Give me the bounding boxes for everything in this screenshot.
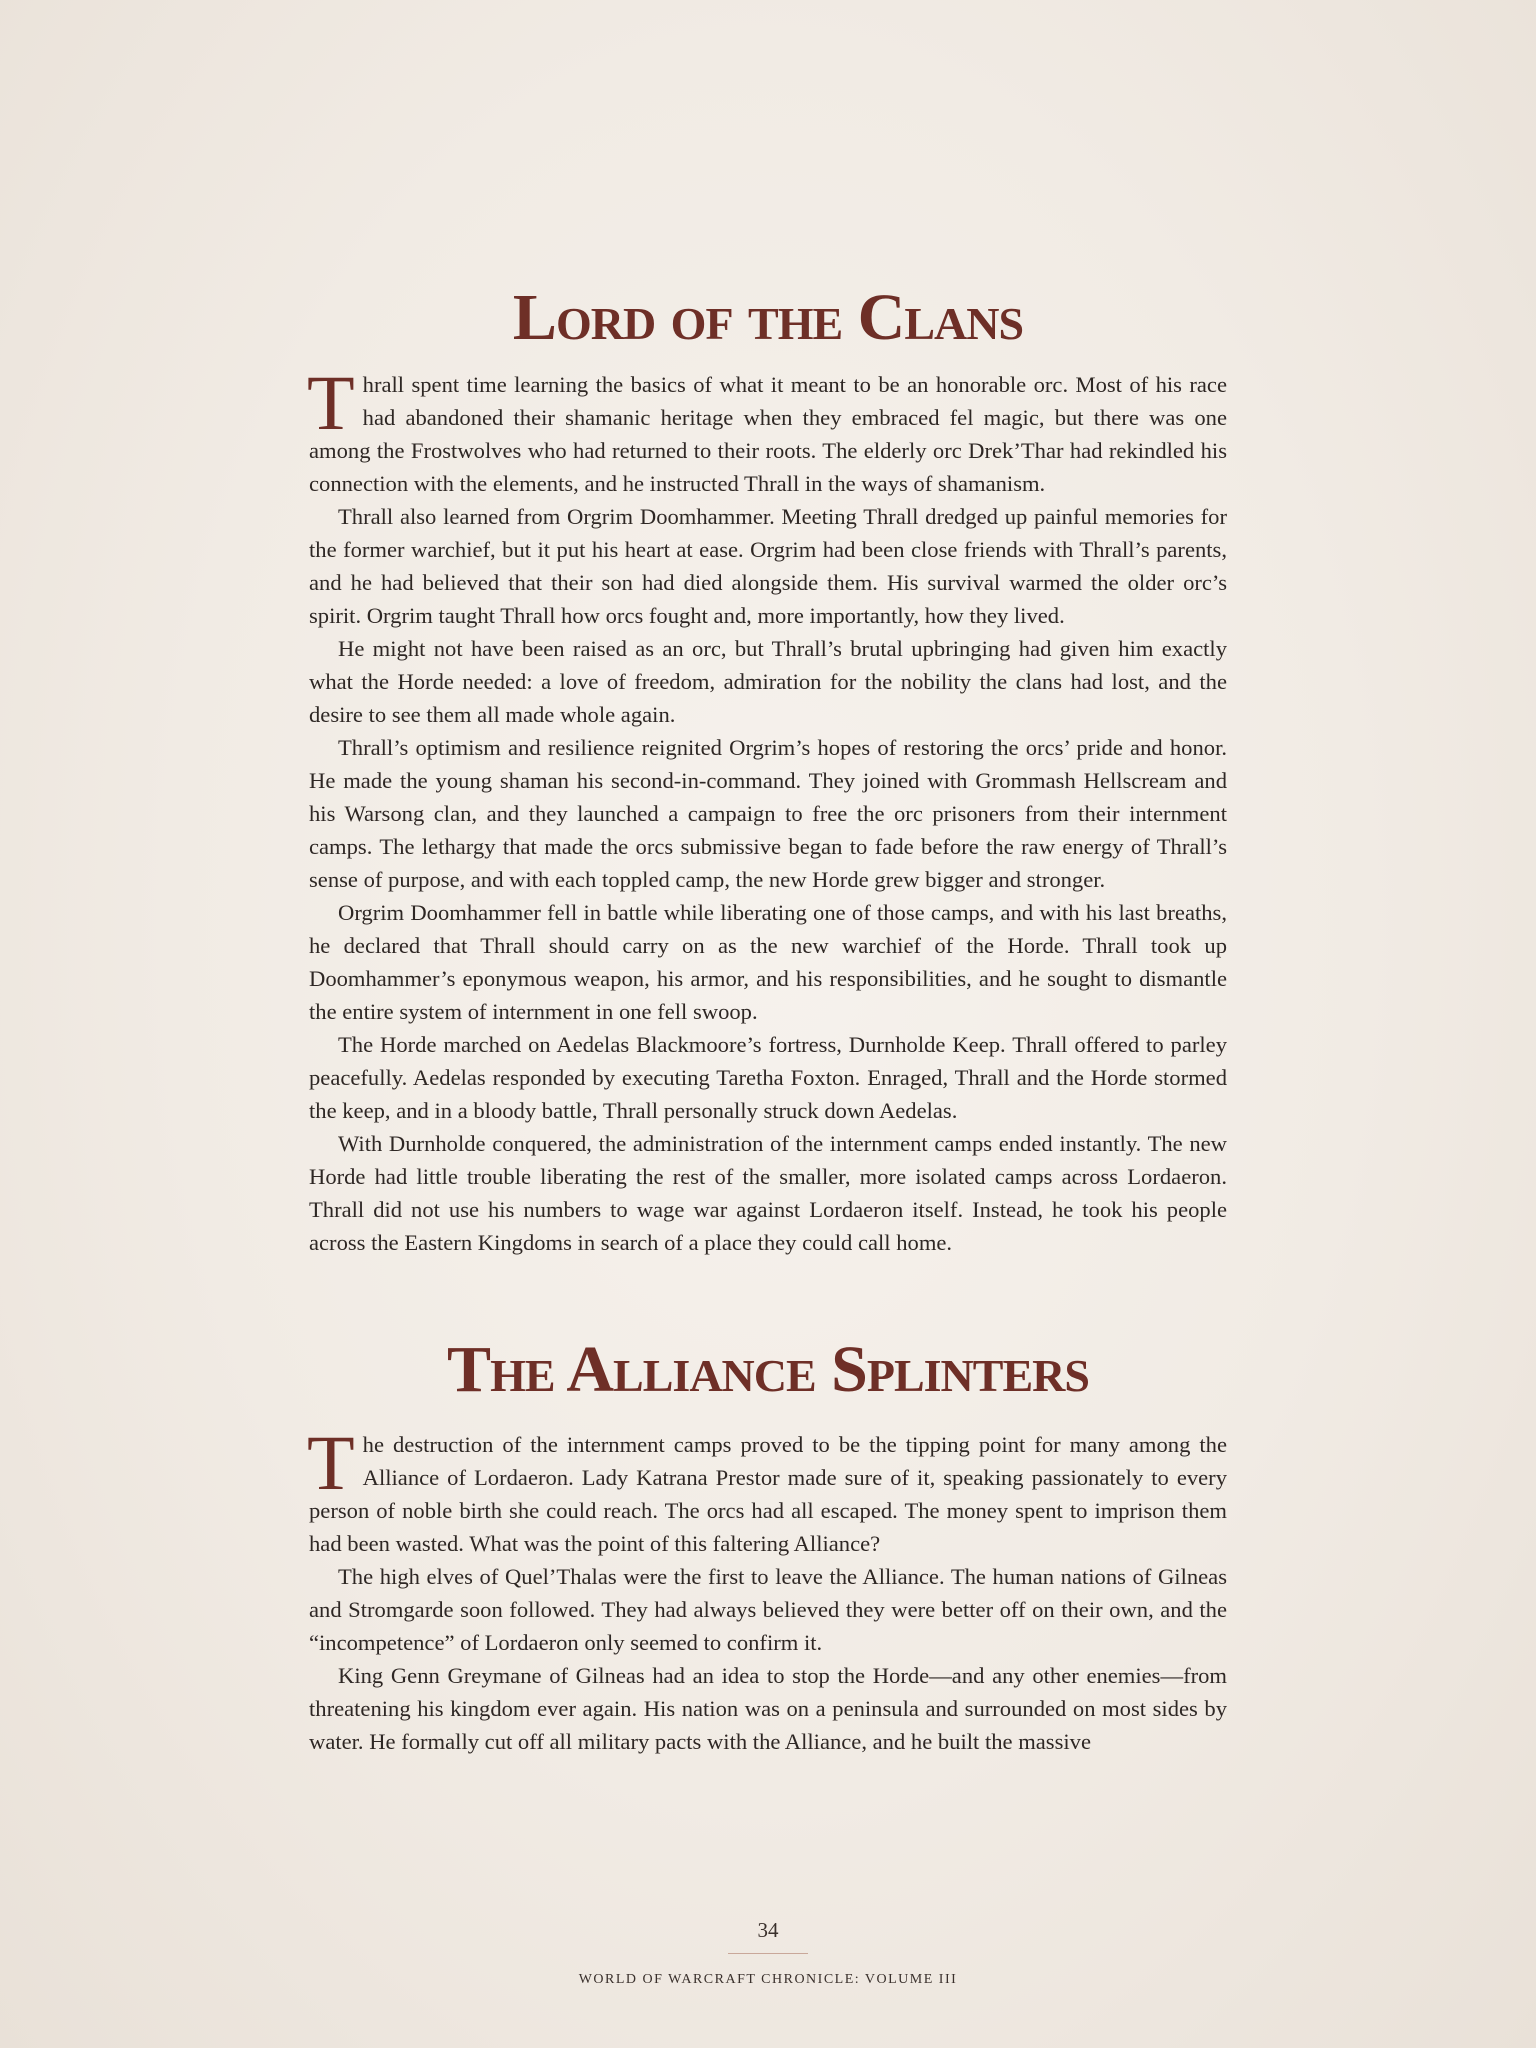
page-number: 34 xyxy=(757,1918,779,1942)
paragraph: King Genn Greymane of Gilneas had an idea to stop the Horde—and any other enemies—from threatening his kingdom ever again. His nation was on a peninsula and surrounded on most sides by water. He formally cut off all military pacts with the Alliance, and he built the massive xyxy=(309,1663,1227,1754)
paragraph: With Durnholde conquered, the administration of the internment camps ended instantly. The new Horde had little trouble liberating the rest of the smaller, more isolated camps across Lordaeron. Thrall did not use his numbers to wage war against Lordaeron itself. Instead, he took his people across the Eastern Kingdoms in search of a place they could call home. xyxy=(309,1131,1227,1255)
paragraph: The high elves of Quel’Thalas were the first to leave the Alliance. The human nations of Gilneas and Stromgarde soon followed. They had always believed they were better off on their own, and the “incompetence” of Lordaeron only seemed to confirm it. xyxy=(309,1564,1227,1655)
section-body-lord-of-the-clans xyxy=(307,359,1227,1259)
paragraph xyxy=(307,359,1227,500)
paragraph-text: hrall spent time learning the basics of what it meant to be an honorable orc. Most of his race had abandoned their shamanic heritage when they embraced fel magic, but there was one among the Frostwolves who had returned to their roots. The elderly orc Drek’Thar had rekindled his connection with the elements, and he instructed Thrall in the ways of shamanism. xyxy=(309,372,1227,496)
paragraph: Thrall’s optimism and resilience reignited Orgrim’s hopes of restoring the orcs’ pride and honor. He made the young shaman his second-in-command. They joined with Grommash Hellscream and his Warsong clan, and they launched a campaign to free the orc prisoners from their internment camps. The lethargy that made the orcs submissive began to fade before the raw energy of Thrall’s sense of purpose, and with each toppled camp, the new Horde grew bigger and stronger. xyxy=(309,735,1227,892)
footer-divider xyxy=(728,1953,808,1954)
running-footer-title: WORLD OF WARCRAFT CHRONICLE: VOLUME III xyxy=(578,1972,958,1987)
drop-cap: T xyxy=(307,359,355,446)
section-title-lord-of-the-clans: Lord of the Clans xyxy=(512,281,1024,354)
section-body-the-alliance-splinters xyxy=(307,1419,1227,1758)
paragraph: Orgrim Doomhammer fell in battle while liberating one of those camps, and with his last breaths, he declared that Thrall should carry on as the new warchief of the Horde. Thrall took up Doomhammer’s eponymous weapon, his armor, and his responsibilities, and he sought to dismantle the entire system of internment in one fell swoop. xyxy=(309,900,1227,1024)
paragraph: Thrall also learned from Orgrim Doomhammer. Meeting Thrall dredged up painful memories for the former warchief, but it put his heart at ease. Orgrim had been close friends with Thrall’s parents, and he had believed that their son had died alongside them. His survival warmed the older orc’s spirit. Orgrim taught Thrall how orcs fought and, more importantly, how they lived. xyxy=(309,504,1227,628)
section-title-the-alliance-splinters: The Alliance Splinters xyxy=(447,1333,1089,1406)
paragraph: He might not have been raised as an orc, but Thrall’s brutal upbringing had given him exactly what the Horde needed: a love of freedom, admiration for the nobility the clans had lost, and the desire to see them all made whole again. xyxy=(309,636,1227,727)
drop-cap: T xyxy=(307,1419,355,1506)
paragraph xyxy=(307,1419,1227,1560)
paragraph-text: he destruction of the internment camps proved to be the tipping point for many among the Alliance of Lordaeron. Lady Katrana Prestor made sure of it, speaking passionately to every person of noble birth she could reach. The orcs had all escaped. The money spent to imprison them had been wasted. What was the point of this faltering Alliance? xyxy=(309,1432,1227,1556)
paragraph: The Horde marched on Aedelas Blackmoore’s fortress, Durnholde Keep. Thrall offered to parley peacefully. Aedelas responded by executing Taretha Foxton. Enraged, Thrall and the Horde stormed the keep, and in a bloody battle, Thrall personally struck down Aedelas. xyxy=(309,1032,1227,1123)
